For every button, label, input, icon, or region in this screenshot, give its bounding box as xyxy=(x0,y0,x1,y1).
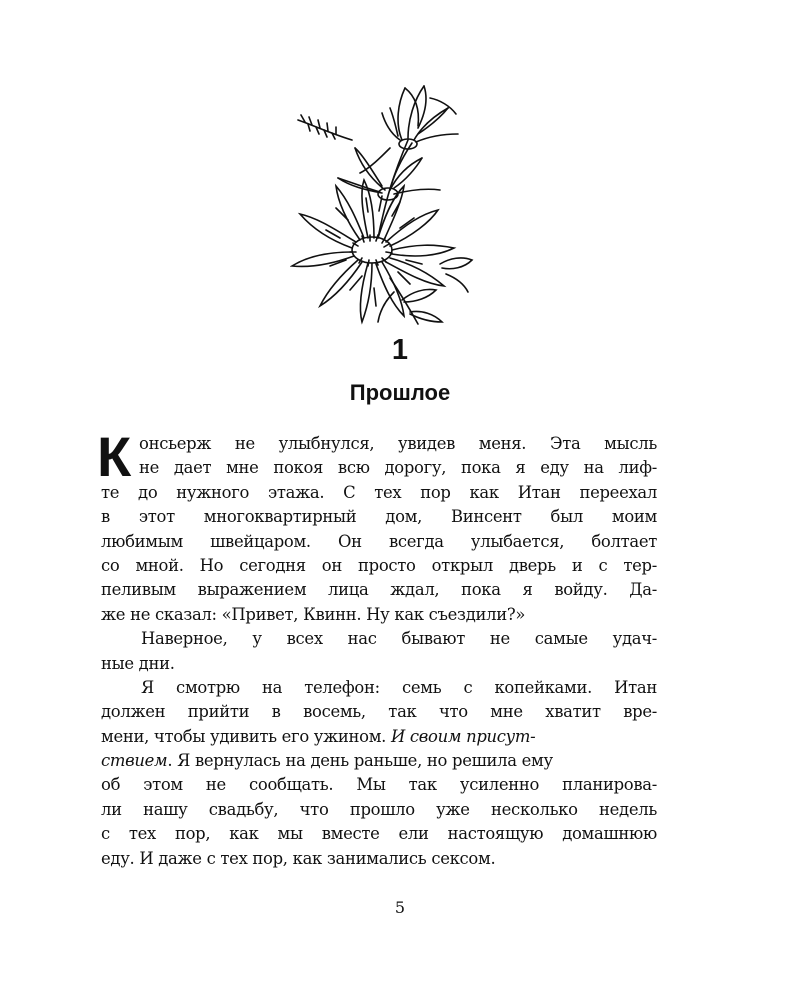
text-line: Наверное, у всех нас бывают не самые удач- xyxy=(141,629,657,649)
italic-fragment: ствием xyxy=(101,751,168,771)
text-line: еду. И даже с тех пор, как занимались сексом. xyxy=(101,848,496,868)
text-line: ные дни. xyxy=(101,653,175,673)
text-line: об этом не сообщать. Мы так усиленно планирова- xyxy=(101,775,657,795)
page-number: 5 xyxy=(394,898,406,917)
text-line: в этот многоквартирный дом, Винсент был моим xyxy=(101,507,657,527)
text-line xyxy=(101,725,657,749)
text-line: любимым швейцаром. Он всегда улыбается, болтает xyxy=(101,531,657,551)
text-line: должен прийти в восемь, так что мне хватит вре- xyxy=(101,702,657,722)
text-line: пеливым выражением лица ждал, пока я войду. Да- xyxy=(101,580,657,600)
text-line: со мной. Но сегодня он просто открыл дверь и с тер- xyxy=(101,555,657,575)
text-fragment: . Я вернулась на день раньше, но решила ему xyxy=(167,751,553,771)
text-line: ли нашу свадьбу, что прошло уже несколько недель xyxy=(101,799,657,819)
body-text xyxy=(97,425,657,871)
text-line: онсьерж не улыбнулся, увидев меня. Эта мысль xyxy=(139,434,657,453)
chapter-number: 1 xyxy=(391,334,409,366)
text-fragment: мени, чтобы удивить его ужином. xyxy=(101,726,387,746)
chamomile-flowers-icon xyxy=(290,78,480,328)
chapter-title: Прошлое xyxy=(349,380,451,405)
text-line: не дает мне покоя всю дорогу, пока я еду на лиф- xyxy=(139,458,657,478)
text-line: те до нужного этажа. С тех пор как Итан переехал xyxy=(101,482,657,502)
text-line xyxy=(101,749,657,773)
text-line: же не сказал: «Привет, Квинн. Ну как съездили?» xyxy=(101,604,526,624)
italic-fragment: И своим присут- xyxy=(391,726,536,746)
text-line: Я смотрю на телефон: семь с копейками. Итан xyxy=(141,677,657,697)
text-line: с тех пор, как мы вместе ели настоящую домашнюю xyxy=(101,824,657,844)
drop-cap: К xyxy=(97,425,131,488)
